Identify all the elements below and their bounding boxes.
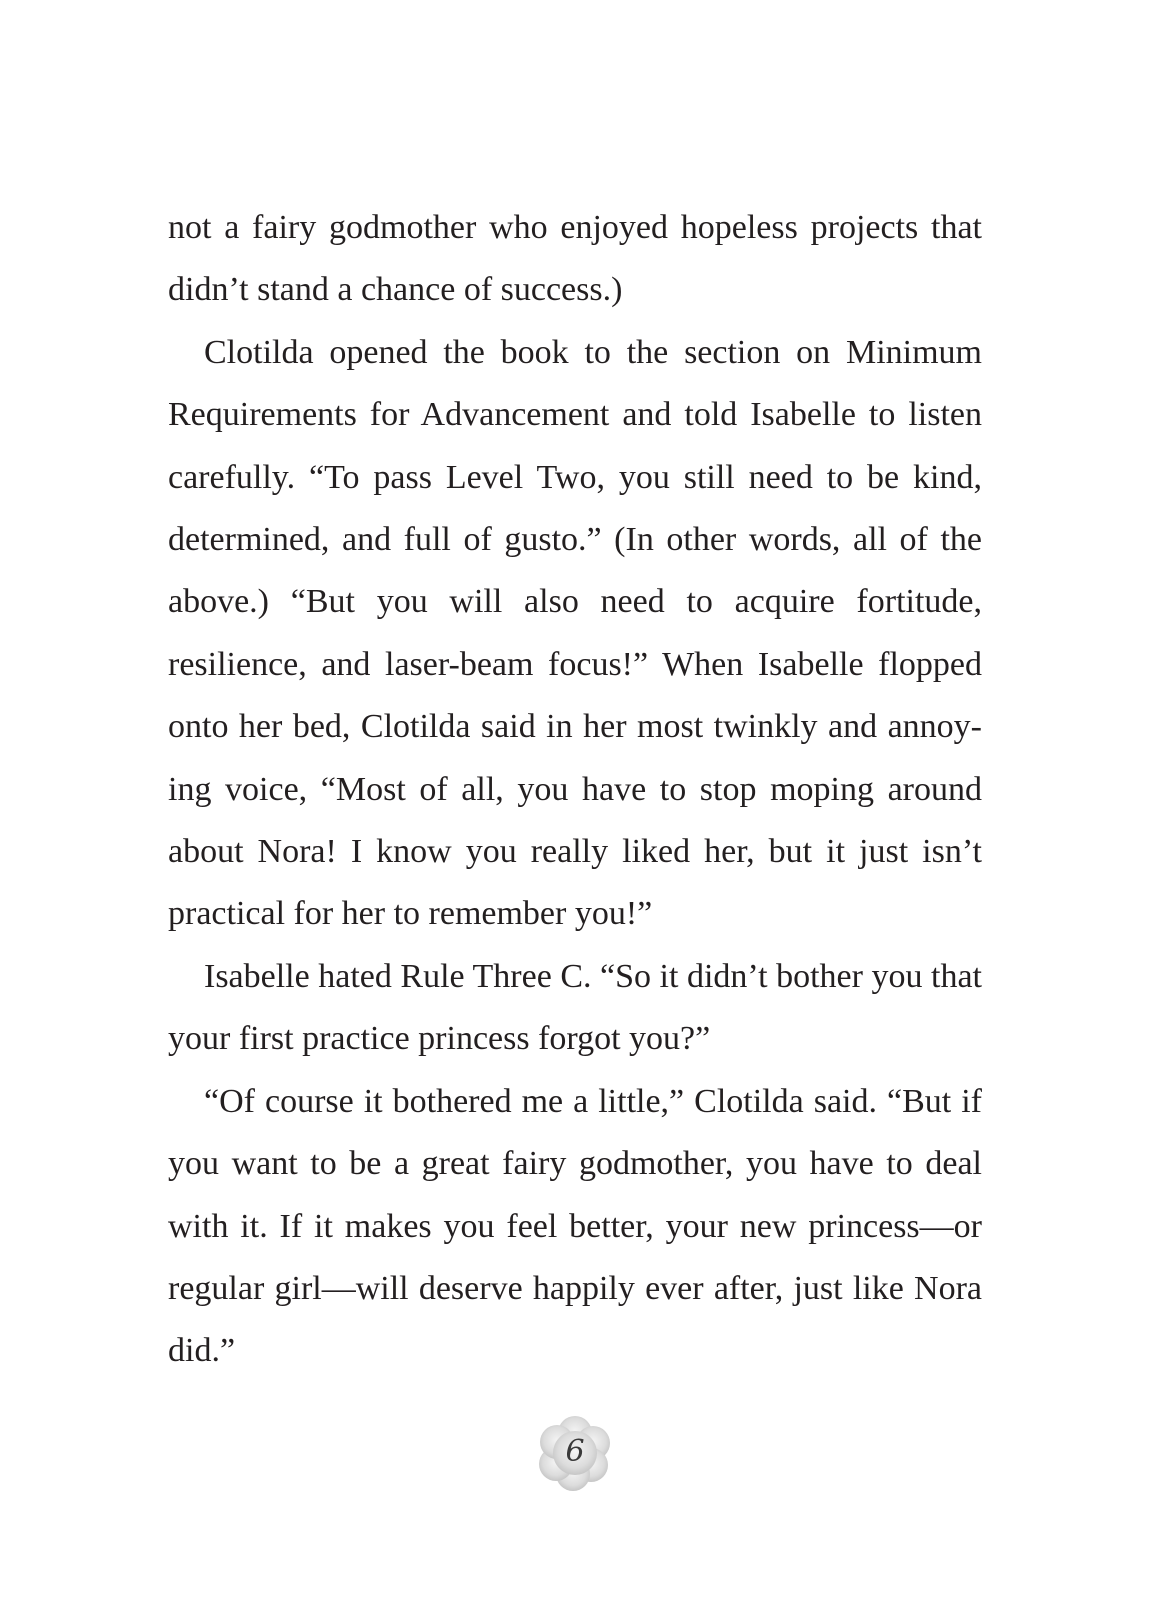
paragraph-2: Clotilda opened the book to the section on Minimum Requirements for Advancement and told Isabelle to listen carefully. “To pass Level Two, you still need to be kind, determined, and full of gusto.” (In other words, all of the above.) “But you will also need to acquire fortitude, resilience, and laser-beam focus!” When Isabelle flopped onto her bed, Clotilda said in her most twinkly and annoying voice, “Most of all, you have to stop moping around about Nora! I know you really liked her, but it just isn’t practical for her to remember you!” [168, 333, 982, 933]
body-text [168, 197, 982, 1383]
page-number-badge [535, 1413, 615, 1493]
page-number: 6 [565, 1434, 585, 1469]
paragraph-4: “Of course it bothered me a little,” Clotilda said. “But if you want to be a great fairy godmother, you have to deal with it. If it makes you feel better, your new princess—or regular girl—will deserve happily ever after, just like Nora did.” [168, 1082, 982, 1370]
paragraph-3: Isabelle hated Rule Three C. “So it didn’t bother you that your first practice princess forgot you?” [168, 957, 982, 1058]
paragraph-1: not a fairy godmother who enjoyed hopeless projects that didn’t stand a chance of success.) [168, 209, 982, 309]
